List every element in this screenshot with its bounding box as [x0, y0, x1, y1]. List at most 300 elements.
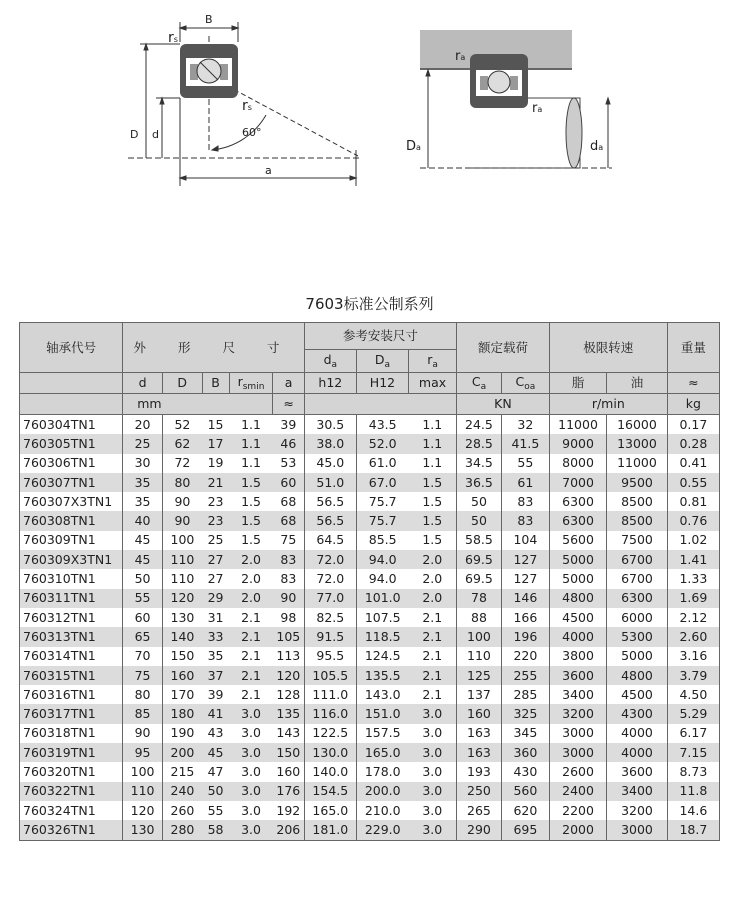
- table-cell: 28.5: [457, 434, 502, 453]
- table-cell: 120: [162, 589, 202, 608]
- table-cell: 91.5: [304, 627, 356, 646]
- cell-model: 760324TN1: [20, 801, 123, 820]
- table-cell: 3.0: [229, 762, 273, 781]
- table-cell: 83: [273, 550, 304, 569]
- table-cell: 220: [501, 647, 549, 666]
- table-row: [20, 627, 720, 646]
- table-cell: 1.5: [229, 473, 273, 492]
- header-dimensions: 外 形 尺 寸: [123, 323, 305, 373]
- cell-model: 760316TN1: [20, 685, 123, 704]
- table-cell: 9000: [549, 434, 606, 453]
- unit-mounting-blank: [304, 394, 456, 415]
- table-cell: 3.0: [409, 801, 457, 820]
- cell-model: 760307X3TN1: [20, 492, 123, 511]
- table-cell: 163: [457, 743, 502, 762]
- table-cell: 196: [501, 627, 549, 646]
- table-cell: 34.5: [457, 454, 502, 473]
- table-cell: 17: [202, 434, 229, 453]
- table-cell: 160: [162, 666, 202, 685]
- table-cell: 35: [202, 647, 229, 666]
- unit-blank: [20, 394, 123, 415]
- table-cell: 30: [123, 454, 163, 473]
- table-row: [20, 666, 720, 685]
- table-cell: 1.1: [409, 454, 457, 473]
- table-cell: 38.0: [304, 434, 356, 453]
- table-cell: 11.8: [667, 782, 719, 801]
- table-cell: 2.0: [409, 550, 457, 569]
- table-cell: 60: [273, 473, 304, 492]
- table-cell: 43: [202, 724, 229, 743]
- table-cell: 23: [202, 511, 229, 530]
- svg-text:60°: 60°: [242, 126, 262, 139]
- table-cell: 165.0: [356, 743, 408, 762]
- table-cell: 2.1: [229, 608, 273, 627]
- table-cell: 1.1: [409, 434, 457, 453]
- table-cell: 98: [273, 608, 304, 627]
- bearing-dimension-diagram: [110, 0, 390, 200]
- table-cell: 166: [501, 608, 549, 627]
- cell-model: 760309X3TN1: [20, 550, 123, 569]
- table-cell: 3.0: [409, 743, 457, 762]
- table-cell: 3400: [549, 685, 606, 704]
- table-cell: 27: [202, 550, 229, 569]
- table-cell: 77.0: [304, 589, 356, 608]
- unit-rmin: r/min: [549, 394, 667, 415]
- table-cell: 83: [501, 511, 549, 530]
- table-cell: 7000: [549, 473, 606, 492]
- table-cell: 24.5: [457, 415, 502, 435]
- cell-model: 760318TN1: [20, 724, 123, 743]
- table-cell: 58: [202, 820, 229, 840]
- table-cell: 75.7: [356, 511, 408, 530]
- table-cell: 90: [162, 511, 202, 530]
- table-cell: 95: [123, 743, 163, 762]
- table-cell: 1.5: [409, 473, 457, 492]
- table-cell: 4500: [607, 685, 668, 704]
- table-cell: 14.6: [667, 801, 719, 820]
- table-cell: 3.79: [667, 666, 719, 685]
- table-cell: 13000: [607, 434, 668, 453]
- table-cell: 68: [273, 492, 304, 511]
- table-row: [20, 454, 720, 473]
- cell-model: 760306TN1: [20, 454, 123, 473]
- table-cell: 4800: [607, 666, 668, 685]
- table-cell: 75: [123, 666, 163, 685]
- table-cell: 82.5: [304, 608, 356, 627]
- label-B: B: [205, 13, 213, 26]
- table-cell: 360: [501, 743, 549, 762]
- table-row: [20, 724, 720, 743]
- header-oil: 油: [607, 373, 668, 394]
- table-cell: 30.5: [304, 415, 356, 435]
- table-row: [20, 820, 720, 840]
- table-cell: 170: [162, 685, 202, 704]
- table-cell: 135: [273, 704, 304, 723]
- table-cell: 101.0: [356, 589, 408, 608]
- table-cell: 39: [273, 415, 304, 435]
- table-cell: 52: [162, 415, 202, 435]
- header-weight: 重量: [667, 323, 719, 373]
- table-cell: 31: [202, 608, 229, 627]
- table-cell: 0.17: [667, 415, 719, 435]
- table-cell: 2.1: [409, 627, 457, 646]
- svg-text:ra: ra: [532, 101, 543, 116]
- table-cell: 5600: [549, 531, 606, 550]
- table-cell: 118.5: [356, 627, 408, 646]
- table-cell: 50: [123, 569, 163, 588]
- table-row: [20, 685, 720, 704]
- table-cell: 94.0: [356, 569, 408, 588]
- unit-kn: KN: [457, 394, 550, 415]
- table-cell: 100: [162, 531, 202, 550]
- table-row: [20, 743, 720, 762]
- table-cell: 0.81: [667, 492, 719, 511]
- unit-kg: kg: [667, 394, 719, 415]
- table-cell: 180: [162, 704, 202, 723]
- table-cell: 50: [457, 511, 502, 530]
- table-cell: 151.0: [356, 704, 408, 723]
- table-cell: 72.0: [304, 550, 356, 569]
- table-cell: 18.7: [667, 820, 719, 840]
- svg-text:ra: ra: [455, 49, 466, 64]
- table-cell: 160: [273, 762, 304, 781]
- table-cell: 3000: [549, 743, 606, 762]
- table-cell: 0.28: [667, 434, 719, 453]
- table-cell: 40: [123, 511, 163, 530]
- table-cell: 250: [457, 782, 502, 801]
- table-cell: 2.1: [229, 627, 273, 646]
- table-cell: 4000: [549, 627, 606, 646]
- table-cell: 37: [202, 666, 229, 685]
- table-cell: 1.5: [229, 492, 273, 511]
- svg-text:rs: rs: [242, 98, 252, 114]
- table-cell: 2.1: [409, 647, 457, 666]
- table-cell: 5000: [607, 647, 668, 666]
- table-cell: 60: [123, 608, 163, 627]
- header-grease: 脂: [549, 373, 606, 394]
- cell-model: 760308TN1: [20, 511, 123, 530]
- table-cell: 21: [202, 473, 229, 492]
- table-cell: 695: [501, 820, 549, 840]
- table-cell: 1.5: [229, 511, 273, 530]
- svg-text:d: d: [152, 128, 159, 141]
- table-body: [20, 415, 720, 841]
- table-row: [20, 531, 720, 550]
- table-cell: 8000: [549, 454, 606, 473]
- cell-model: 760311TN1: [20, 589, 123, 608]
- table-cell: 56.5: [304, 492, 356, 511]
- table-cell: 6700: [607, 550, 668, 569]
- table-cell: 23: [202, 492, 229, 511]
- table-cell: 72.0: [304, 569, 356, 588]
- table-row: [20, 782, 720, 801]
- table-cell: 3200: [549, 704, 606, 723]
- table-cell: 70: [123, 647, 163, 666]
- header-ra: $r_a$: [409, 350, 457, 373]
- table-row: [20, 434, 720, 453]
- table-cell: 130.0: [304, 743, 356, 762]
- svg-text:Da: Da: [406, 139, 421, 154]
- table-cell: 4800: [549, 589, 606, 608]
- table-cell: 215: [162, 762, 202, 781]
- table-cell: 122.5: [304, 724, 356, 743]
- table-cell: 8500: [607, 511, 668, 530]
- table-cell: 3.0: [409, 762, 457, 781]
- table-cell: 1.41: [667, 550, 719, 569]
- table-cell: 2.1: [229, 666, 273, 685]
- cell-model: 760305TN1: [20, 434, 123, 453]
- header-model: 轴承代号: [20, 323, 123, 373]
- table-cell: 51.0: [304, 473, 356, 492]
- svg-text:rs: rs: [168, 30, 178, 46]
- table-cell: 110: [457, 647, 502, 666]
- table-cell: 36.5: [457, 473, 502, 492]
- table-cell: 52.0: [356, 434, 408, 453]
- table-cell: 39: [202, 685, 229, 704]
- table-cell: 3.0: [229, 801, 273, 820]
- table-cell: 3600: [549, 666, 606, 685]
- table-cell: 240: [162, 782, 202, 801]
- table-cell: 3000: [549, 724, 606, 743]
- table-cell: 11000: [549, 415, 606, 435]
- cell-model: 760309TN1: [20, 531, 123, 550]
- table-cell: 345: [501, 724, 549, 743]
- table-cell: 95.5: [304, 647, 356, 666]
- table-cell: 116.0: [304, 704, 356, 723]
- table-cell: 19: [202, 454, 229, 473]
- cell-model: 760312TN1: [20, 608, 123, 627]
- table-cell: 6300: [549, 492, 606, 511]
- table-cell: 2.1: [409, 666, 457, 685]
- table-cell: 20: [123, 415, 163, 435]
- table-cell: 190: [162, 724, 202, 743]
- header-blank: [20, 373, 123, 394]
- table-cell: 105.5: [304, 666, 356, 685]
- table-cell: 165.0: [304, 801, 356, 820]
- table-cell: 5000: [549, 569, 606, 588]
- table-row: [20, 511, 720, 530]
- table-cell: 113: [273, 647, 304, 666]
- table-cell: 3.0: [229, 704, 273, 723]
- table-cell: 3.0: [229, 743, 273, 762]
- unit-mm: mm: [123, 394, 273, 415]
- table-cell: 2000: [549, 820, 606, 840]
- cell-model: 760310TN1: [20, 569, 123, 588]
- table-cell: 146: [501, 589, 549, 608]
- unit-approx: ≈: [273, 394, 304, 415]
- header-D: D: [162, 373, 202, 394]
- table-cell: 75.7: [356, 492, 408, 511]
- table-cell: 55: [202, 801, 229, 820]
- table-cell: 3.0: [409, 782, 457, 801]
- table-cell: 1.5: [229, 531, 273, 550]
- table-cell: 2.0: [409, 589, 457, 608]
- table-cell: 260: [162, 801, 202, 820]
- table-cell: 90: [123, 724, 163, 743]
- table-cell: 2.0: [229, 569, 273, 588]
- table-cell: 35: [123, 473, 163, 492]
- cell-model: 760326TN1: [20, 820, 123, 840]
- header-Coa: $C_{oa}$: [501, 373, 549, 394]
- table-cell: 61.0: [356, 454, 408, 473]
- table-row: [20, 550, 720, 569]
- table-cell: 140: [162, 627, 202, 646]
- svg-text:da: da: [590, 139, 604, 154]
- table-cell: 110: [123, 782, 163, 801]
- table-cell: 192: [273, 801, 304, 820]
- table-cell: 61: [501, 473, 549, 492]
- header-max: max: [409, 373, 457, 394]
- cell-model: 760313TN1: [20, 627, 123, 646]
- table-cell: 32: [501, 415, 549, 435]
- table-cell: 3.0: [409, 724, 457, 743]
- table-cell: 265: [457, 801, 502, 820]
- table-cell: 4000: [607, 724, 668, 743]
- table-cell: 3.0: [229, 724, 273, 743]
- header-Da: $D_a$: [356, 350, 408, 373]
- table-cell: 6300: [549, 511, 606, 530]
- table-row: [20, 647, 720, 666]
- cell-model: 760314TN1: [20, 647, 123, 666]
- table-cell: 4.50: [667, 685, 719, 704]
- header-Ca: $C_a$: [457, 373, 502, 394]
- header-B: B: [202, 373, 229, 394]
- table-cell: 2.0: [229, 550, 273, 569]
- table-cell: 56.5: [304, 511, 356, 530]
- table-cell: 206: [273, 820, 304, 840]
- table-cell: 157.5: [356, 724, 408, 743]
- cell-model: 760319TN1: [20, 743, 123, 762]
- table-cell: 290: [457, 820, 502, 840]
- table-cell: 7.15: [667, 743, 719, 762]
- table-cell: 80: [162, 473, 202, 492]
- table-cell: 0.41: [667, 454, 719, 473]
- table-cell: 120: [273, 666, 304, 685]
- table-row: [20, 704, 720, 723]
- table-cell: 3400: [607, 782, 668, 801]
- header-da: $d_a$: [304, 350, 356, 373]
- table-cell: 1.1: [229, 434, 273, 453]
- table-cell: 181.0: [304, 820, 356, 840]
- table-cell: 200.0: [356, 782, 408, 801]
- table-cell: 4300: [607, 704, 668, 723]
- cell-model: 760304TN1: [20, 415, 123, 435]
- header-load: 额定载荷: [457, 323, 550, 373]
- table-cell: 3.0: [409, 820, 457, 840]
- table-cell: 1.1: [229, 415, 273, 435]
- table-cell: 280: [162, 820, 202, 840]
- table-cell: 255: [501, 666, 549, 685]
- table-cell: 64.5: [304, 531, 356, 550]
- table-cell: 80: [123, 685, 163, 704]
- table-cell: 41: [202, 704, 229, 723]
- table-cell: 150: [162, 647, 202, 666]
- table-cell: 90: [273, 589, 304, 608]
- table-cell: 154.5: [304, 782, 356, 801]
- table-cell: 100: [457, 627, 502, 646]
- table-cell: 6300: [607, 589, 668, 608]
- table-cell: 105: [273, 627, 304, 646]
- table-cell: 55: [501, 454, 549, 473]
- table-cell: 9500: [607, 473, 668, 492]
- table-cell: 110: [162, 550, 202, 569]
- table-cell: 1.1: [229, 454, 273, 473]
- table-cell: 55: [123, 589, 163, 608]
- table-cell: 8.73: [667, 762, 719, 781]
- table-cell: 5300: [607, 627, 668, 646]
- table-cell: 67.0: [356, 473, 408, 492]
- table-cell: 7500: [607, 531, 668, 550]
- table-cell: 11000: [607, 454, 668, 473]
- table-cell: 4500: [549, 608, 606, 627]
- table-cell: 107.5: [356, 608, 408, 627]
- table-row: [20, 589, 720, 608]
- table-cell: 1.5: [409, 531, 457, 550]
- table-cell: 75: [273, 531, 304, 550]
- header-a: a: [273, 373, 304, 394]
- svg-text:a: a: [265, 164, 272, 177]
- table-cell: 62: [162, 434, 202, 453]
- table-row: [20, 473, 720, 492]
- table-row: [20, 492, 720, 511]
- table-cell: 178.0: [356, 762, 408, 781]
- table-row: [20, 569, 720, 588]
- table-cell: 210.0: [356, 801, 408, 820]
- svg-text:D: D: [130, 128, 139, 141]
- table-cell: 430: [501, 762, 549, 781]
- table-cell: 120: [123, 801, 163, 820]
- table-cell: 83: [501, 492, 549, 511]
- table-cell: 2.1: [409, 685, 457, 704]
- table-cell: 3.0: [229, 820, 273, 840]
- header-rsmin: $r_{smin}$: [229, 373, 273, 394]
- table-row: [20, 415, 720, 435]
- table-cell: 85.5: [356, 531, 408, 550]
- cell-model: 760317TN1: [20, 704, 123, 723]
- cell-model: 760320TN1: [20, 762, 123, 781]
- table-cell: 160: [457, 704, 502, 723]
- table-cell: 125: [457, 666, 502, 685]
- table-cell: 176: [273, 782, 304, 801]
- table-cell: 6700: [607, 569, 668, 588]
- table-cell: 3000: [607, 820, 668, 840]
- table-cell: 27: [202, 569, 229, 588]
- table-cell: 4000: [607, 743, 668, 762]
- table-cell: 1.1: [409, 415, 457, 435]
- table-cell: 111.0: [304, 685, 356, 704]
- table-cell: 200: [162, 743, 202, 762]
- table-cell: 1.33: [667, 569, 719, 588]
- table-title: 7603标准公制系列: [305, 295, 434, 313]
- table-cell: 45: [123, 550, 163, 569]
- table-cell: 2.60: [667, 627, 719, 646]
- table-cell: 58.5: [457, 531, 502, 550]
- table-cell: 143.0: [356, 685, 408, 704]
- cell-model: 760307TN1: [20, 473, 123, 492]
- table-cell: 65: [123, 627, 163, 646]
- header-d: d: [123, 373, 163, 394]
- table-cell: 0.55: [667, 473, 719, 492]
- table-row: [20, 608, 720, 627]
- table-cell: 127: [501, 550, 549, 569]
- table-cell: 33: [202, 627, 229, 646]
- table-cell: 2.1: [229, 647, 273, 666]
- table-cell: 3200: [607, 801, 668, 820]
- cell-model: 760315TN1: [20, 666, 123, 685]
- table-cell: 620: [501, 801, 549, 820]
- table-cell: 1.5: [409, 511, 457, 530]
- table-cell: 50: [457, 492, 502, 511]
